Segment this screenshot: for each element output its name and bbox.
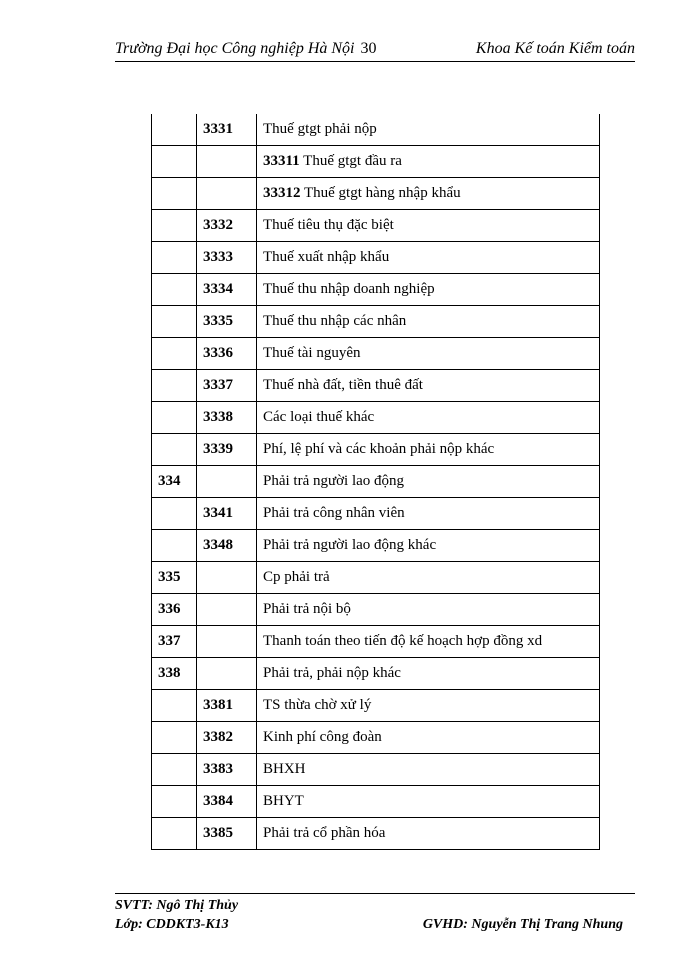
- account-code-level3: 33312: [263, 185, 301, 201]
- account-code-level2: 3383: [197, 754, 257, 786]
- table-row: [152, 466, 600, 498]
- account-code-level2: [197, 466, 257, 498]
- footer-advisor: GVHD: Nguyễn Thị Trang Nhung: [422, 917, 623, 932]
- table-row: [152, 114, 600, 146]
- header-divider: [115, 61, 635, 62]
- account-code-level2: [197, 658, 257, 690]
- account-name-cell: [257, 786, 600, 818]
- account-name-cell: [257, 562, 600, 594]
- account-code-level1: [152, 434, 197, 466]
- account-code-level1: 338: [152, 658, 197, 690]
- footer-student: SVTT: Ngô Thị Thủy: [115, 898, 239, 913]
- account-name: Cp phải trả: [263, 569, 330, 585]
- account-name: BHXH: [263, 761, 306, 777]
- account-code-level2: 3335: [197, 306, 257, 338]
- account-code-level2: 3341: [197, 498, 257, 530]
- account-code-level2: 3331: [197, 114, 257, 146]
- account-code-level2: 3337: [197, 370, 257, 402]
- account-name: Các loại thuế khác: [263, 409, 375, 425]
- table-row: [152, 306, 600, 338]
- account-code-level2: 3338: [197, 402, 257, 434]
- account-name-cell: [257, 626, 600, 658]
- account-name: BHYT: [263, 793, 304, 809]
- account-code-level2: 3381: [197, 690, 257, 722]
- account-name-cell: [257, 658, 600, 690]
- accounts-table: [151, 114, 600, 850]
- account-name-cell: [257, 498, 600, 530]
- footer-class: Lớp: CDDKT3-K13: [115, 917, 229, 932]
- account-name: Phí, lệ phí và các khoản phải nộp khác: [263, 441, 495, 457]
- table-row: [152, 178, 600, 210]
- table-row: [152, 242, 600, 274]
- account-name-cell: [257, 242, 600, 274]
- accounts-table-body: [152, 114, 600, 850]
- account-name-cell: [257, 466, 600, 498]
- account-name: TS thừa chờ xử lý: [263, 697, 372, 713]
- account-code-level1: [152, 274, 197, 306]
- account-code-level1: 335: [152, 562, 197, 594]
- table-row: [152, 274, 600, 306]
- account-name-cell: [257, 434, 600, 466]
- table-row: [152, 594, 600, 626]
- account-name-cell: [257, 818, 600, 850]
- account-code-level1: [152, 210, 197, 242]
- account-name-cell: [257, 178, 600, 210]
- account-name-cell: [257, 274, 600, 306]
- account-name-cell: [257, 594, 600, 626]
- account-code-level2: [197, 178, 257, 210]
- account-code-level3: 33311: [263, 153, 300, 169]
- account-code-level1: [152, 690, 197, 722]
- account-name: Thuế xuất nhập khẩu: [263, 249, 390, 265]
- table-row: [152, 626, 600, 658]
- table-row: [152, 498, 600, 530]
- account-name-cell: [257, 754, 600, 786]
- table-row: [152, 754, 600, 786]
- account-code-level1: [152, 402, 197, 434]
- account-code-level2: 3333: [197, 242, 257, 274]
- header-left: [115, 40, 377, 58]
- account-name: Thuế gtgt đầu ra: [303, 153, 402, 169]
- account-name: Kinh phí công đoàn: [263, 729, 382, 745]
- account-code-level1: 334: [152, 466, 197, 498]
- account-code-level2: [197, 146, 257, 178]
- account-name: Phải trả người lao động khác: [263, 537, 437, 553]
- account-code-level2: 3384: [197, 786, 257, 818]
- table-row: [152, 690, 600, 722]
- account-code-level2: [197, 594, 257, 626]
- account-code-level1: [152, 114, 197, 146]
- page-number: 30: [360, 40, 377, 57]
- account-name-cell: [257, 370, 600, 402]
- account-code-level2: 3334: [197, 274, 257, 306]
- account-code-level2: 3382: [197, 722, 257, 754]
- account-code-level2: 3332: [197, 210, 257, 242]
- account-code-level2: 3348: [197, 530, 257, 562]
- account-name: Thuế thu nhập doanh nghiệp: [263, 281, 435, 297]
- table-row: [152, 562, 600, 594]
- account-code-level1: [152, 754, 197, 786]
- account-name-cell: [257, 210, 600, 242]
- account-code-level1: 337: [152, 626, 197, 658]
- table-row: [152, 722, 600, 754]
- account-code-level1: [152, 786, 197, 818]
- account-code-level2: 3339: [197, 434, 257, 466]
- account-name: Phải trả công nhân viên: [263, 505, 405, 521]
- table-row: [152, 658, 600, 690]
- account-name-cell: [257, 146, 600, 178]
- account-code-level1: [152, 338, 197, 370]
- account-code-level1: [152, 530, 197, 562]
- account-code-level1: [152, 146, 197, 178]
- account-name: Thuế tài nguyên: [263, 345, 361, 361]
- account-name-cell: [257, 402, 600, 434]
- account-code-level1: 336: [152, 594, 197, 626]
- page-footer: [115, 896, 635, 940]
- table-row: [152, 818, 600, 850]
- account-name: Thuế gtgt hàng nhập khẩu: [303, 185, 461, 201]
- account-code-level1: [152, 242, 197, 274]
- table-row: [152, 434, 600, 466]
- account-code-level1: [152, 722, 197, 754]
- account-name-cell: [257, 690, 600, 722]
- account-code-level2: [197, 626, 257, 658]
- account-name-cell: [257, 338, 600, 370]
- account-name-cell: [257, 722, 600, 754]
- account-code-level1: [152, 178, 197, 210]
- account-name-cell: [257, 306, 600, 338]
- table-row: [152, 146, 600, 178]
- table-row: [152, 370, 600, 402]
- account-code-level1: [152, 370, 197, 402]
- page-header: [115, 40, 635, 62]
- account-name: Phải trả người lao động: [263, 473, 405, 489]
- account-name: Phải trả nội bộ: [263, 601, 351, 617]
- account-name-cell: [257, 114, 600, 146]
- header-department: Khoa Kế toán Kiểm toán: [475, 40, 635, 57]
- table-row: [152, 402, 600, 434]
- table-row: [152, 530, 600, 562]
- account-name: Phải trả cổ phần hóa: [263, 825, 386, 841]
- account-name: Phải trả, phải nộp khác: [263, 665, 401, 681]
- table-row: [152, 210, 600, 242]
- account-name: Thuế gtgt phải nộp: [263, 121, 377, 137]
- account-code-level1: [152, 498, 197, 530]
- footer-divider: [115, 893, 635, 894]
- table-row: [152, 786, 600, 818]
- account-code-level1: [152, 818, 197, 850]
- account-name-cell: [257, 530, 600, 562]
- account-name: Thuế thu nhập các nhân: [263, 313, 407, 329]
- account-code-level2: [197, 562, 257, 594]
- account-name: Thuế tiêu thụ đặc biệt: [263, 217, 394, 233]
- account-name: Thuế nhà đất, tiền thuê đất: [263, 377, 423, 393]
- header-university: Trường Đại học Công nghiệp Hà Nội: [115, 40, 355, 57]
- account-code-level1: [152, 306, 197, 338]
- table-row: [152, 338, 600, 370]
- account-code-level2: 3385: [197, 818, 257, 850]
- account-name: Thanh toán theo tiến độ kế hoạch hợp đồng xd: [263, 633, 543, 649]
- account-code-level2: 3336: [197, 338, 257, 370]
